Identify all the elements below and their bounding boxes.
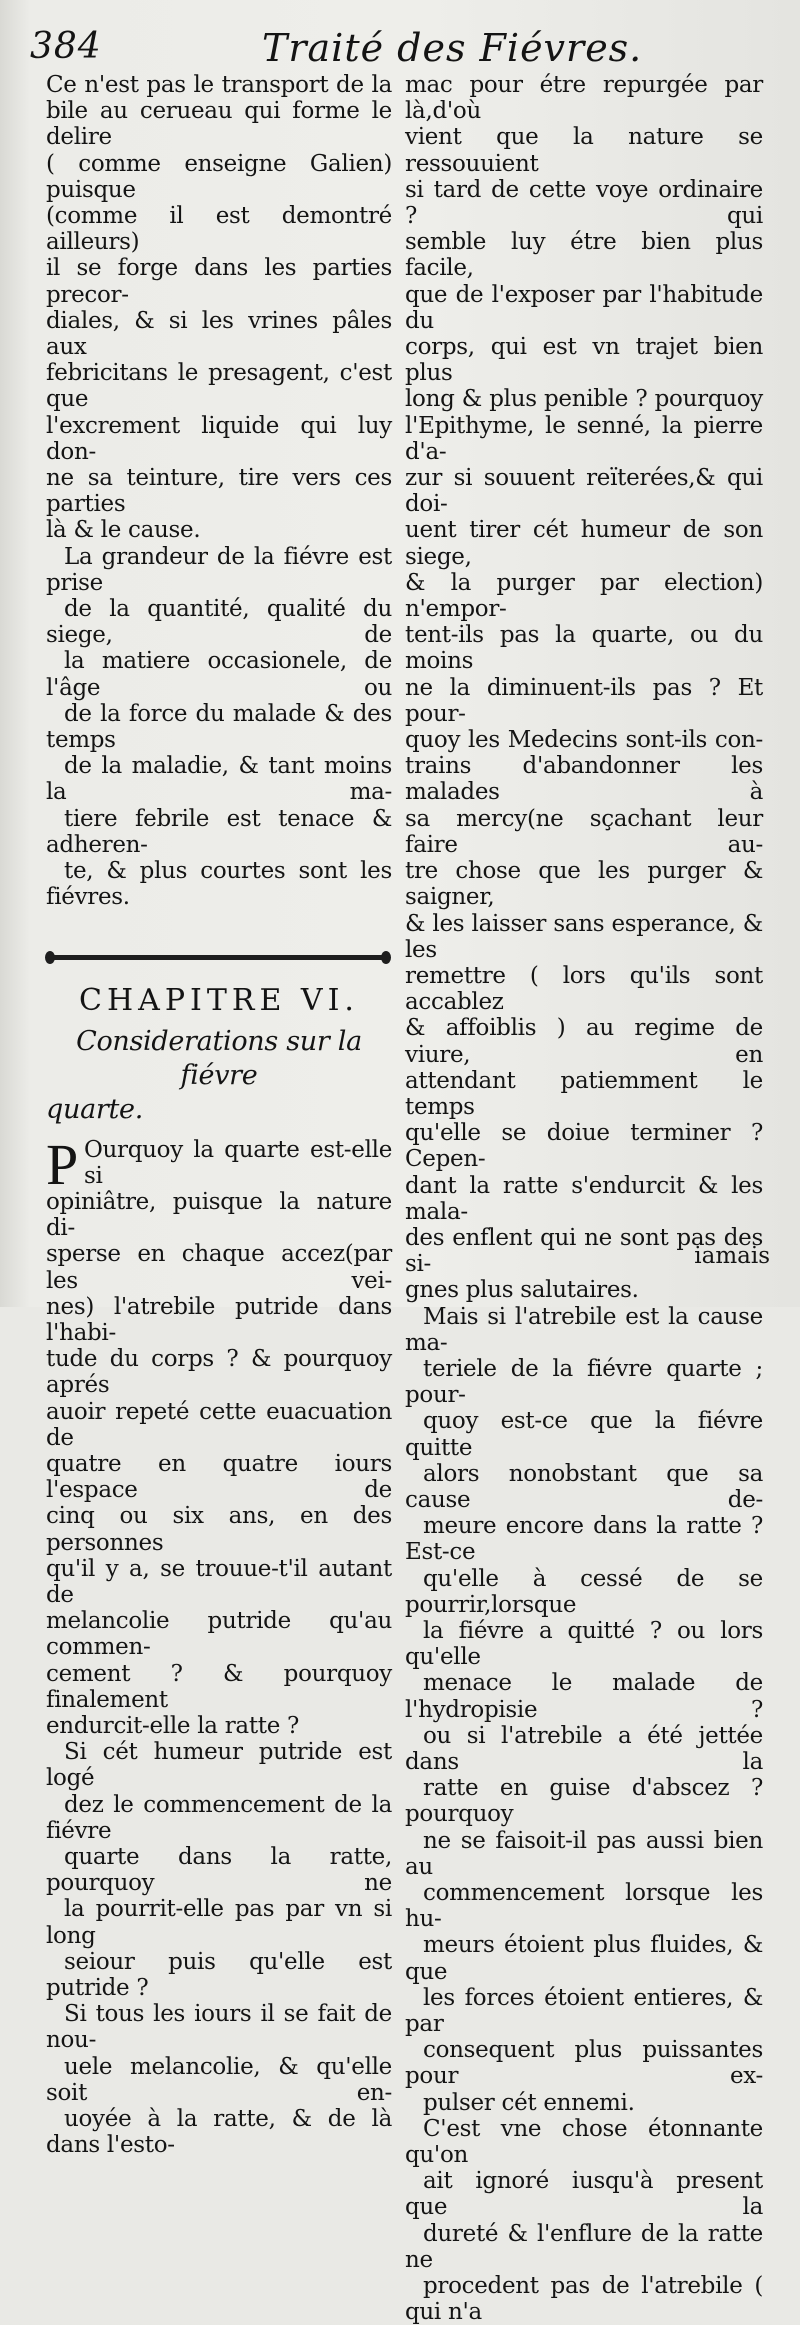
text-line: teriele de la fiévre quarte ; pour- [405, 1355, 763, 1409]
text-line: quoy est-ce que la fiévre quitte [405, 1408, 763, 1461]
text-line: des enflent qui ne sont pas des si- [405, 1224, 763, 1278]
text-line: meurs étoient plus fluides, & que [405, 1932, 763, 1985]
text-line: opiniâtre, puisque la nature di- [46, 1188, 392, 1242]
text-line: tiere febrile est tenace & adheren- [46, 805, 392, 858]
text-line: attendant patiemment le temps [405, 1067, 763, 1120]
text-line: l'excrement liquide qui luy don- [46, 412, 392, 465]
text-line: dant la ratte s'endurcit & les mala- [405, 1172, 763, 1225]
paragraph [405, 72, 763, 1304]
paragraph-body [46, 1131, 392, 1740]
text-line: si tard de cette voye ordinaire ? qui [405, 176, 763, 230]
chapter-subtitle [46, 1025, 392, 1127]
text-line: te, & plus courtes sont les fiévres. [46, 858, 392, 911]
text-line: quarte. [46, 1093, 143, 1125]
text-line: Ce n'est pas le transport de la [46, 72, 392, 98]
text-line: mac pour étre repurgée par là,d'où [405, 72, 763, 125]
chapter-heading: CHAPITRE VI. [79, 982, 359, 1018]
text-line: Si cét humeur putride est logé [46, 1739, 392, 1792]
drop-capital: P [46, 1131, 78, 1197]
text-line: Mais si l'atrebile est la cause ma- [405, 1303, 763, 1356]
paragraph [405, 1304, 763, 2116]
text-line: melancolie putride qu'au commen- [46, 1608, 392, 1661]
text-line: la fiévre a quitté ? ou lors qu'elle [405, 1617, 763, 1671]
text-line: tre chose que les purger & saigner, [405, 858, 763, 911]
text-line: l'Epithyme, le senné, la pierre d'a- [405, 412, 763, 465]
text-line: il se forge dans les parties precor- [46, 255, 392, 308]
text-line: La grandeur de la fiévre est prise [46, 543, 392, 596]
text-line: endurcit-elle la ratte ? [46, 1712, 300, 1739]
left-column [46, 72, 392, 2158]
paragraph [405, 2116, 763, 2325]
text-line: seiour puis qu'elle est putride ? [46, 1948, 392, 2001]
paragraph [46, 2001, 392, 2158]
text-line: tent-ils pas la quarte, ou du moins [405, 622, 763, 675]
text-line: C'est vne chose étonnante qu'on [405, 2115, 763, 2169]
catchword: iamais [694, 1243, 770, 1269]
text-line: uoyée à la ratte, & de là dans l'esto- [46, 2106, 392, 2159]
paragraph [46, 72, 392, 544]
text-line: cinq ou six ans, en des personnes [46, 1503, 392, 1556]
text-line: sperse en chaque accez(par les vei- [46, 1241, 392, 1294]
text-line: que de l'exposer par l'habitude du [405, 281, 763, 334]
text-line: bile au cerueau qui forme le delire [46, 98, 392, 151]
text-line: quatre en quatre iours l'espace de [46, 1450, 392, 1504]
text-line: la pourrit-elle pas par vn si long [46, 1896, 392, 1949]
text-line: alors nonobstant que sa cause de- [405, 1460, 763, 1513]
text-line: Ourquoy la quarte est-elle si [83, 1136, 392, 1189]
text-line: gnes plus salutaires. [405, 1277, 639, 1304]
text-line: dureté & l'enflure de la ratte ne [405, 2220, 763, 2273]
text-line: trains d'abandonner les malades à [405, 753, 763, 806]
text-line: vient que la nature se ressouuient [405, 124, 763, 177]
text-line: & affoiblis ) au regime de viure, en [405, 1015, 763, 1068]
text-line: remettre ( lors qu'ils sont accablez [405, 962, 763, 1016]
paragraph [46, 544, 392, 911]
text-line: nes) l'atrebile putride dans l'habi- [46, 1293, 392, 1346]
text-line: tude du corps ? & pourquoy aprés [46, 1346, 392, 1399]
text-line: Considerations sur la fiévre [76, 1025, 362, 1091]
text-line: de la maladie, & tant moins la ma- [46, 753, 392, 806]
running-title: Traité des Fiévres. [262, 26, 643, 70]
text-line: de la quantité, qualité du siege, de [46, 596, 392, 649]
text-line: & la purger par election) n'empor- [405, 569, 763, 623]
rule-line [48, 955, 388, 960]
text-line: qu'elle à cessé de se pourrir,lorsque [405, 1565, 763, 1618]
text-line: qu'elle se doiue terminer ? Cepen- [405, 1120, 763, 1173]
text-line: diales, & si les vrines pâles aux [46, 307, 392, 361]
text-line: cement ? & pourquoy finalement [46, 1660, 392, 1713]
right-column [405, 72, 763, 2325]
text-line: qu'il y a, se trouue-t'il autant de [46, 1555, 392, 1608]
text-line: uele melancolie, & qu'elle soit en- [46, 2053, 392, 2106]
text-line: sa mercy(ne sçachant leur faire au- [405, 805, 763, 858]
text-line: quoy les Medecins sont-ils con- [405, 727, 763, 754]
text-line: de la force du malade & des temps [46, 700, 392, 754]
text-line: consequent plus puissantes pour ex- [405, 2037, 763, 2090]
text-line: ne se faisoit-il pas aussi bien au [405, 1827, 763, 1880]
text-line: ou si l'atrebile a été jettée dans la [405, 1722, 763, 1775]
paragraph [46, 1739, 392, 2001]
page-number: 384 [30, 26, 102, 67]
text-line: long & plus penible ? pourquoy [405, 386, 763, 413]
text-line: auoir repeté cette euacuation de [46, 1398, 392, 1451]
text-line: uent tirer cét humeur de son siege, [405, 517, 763, 570]
text-line: pulser cét ennemi. [423, 2089, 635, 2116]
text-line: là & le cause. [46, 517, 201, 544]
text-line: menace le malade de l'hydropisie ? [405, 1670, 763, 1723]
text-line: & les laisser sans esperance, & les [405, 910, 763, 963]
text-line: la matiere occasionele, de l'âge ou [46, 648, 392, 701]
text-line: dez le commencement de la fiévre [46, 1791, 392, 1844]
text-line: ne sa teinture, tire vers ces parties [46, 465, 392, 518]
running-head [30, 18, 770, 78]
text-line: ratte en guise d'abscez ? pourquoy [405, 1775, 763, 1828]
text-line: corps, qui est vn trajet bien plus [405, 334, 763, 387]
text-line: ait ignoré iusqu'à present que la [405, 2168, 763, 2221]
text-line: commencement lorsque les hu- [405, 1880, 763, 1933]
text-line: ne la diminuent-ils pas ? Et pour- [405, 674, 763, 727]
text-line: (comme il est demontré ailleurs) [46, 203, 392, 256]
text-line: les forces étoient entieres, & par [405, 1984, 763, 2038]
paragraph-with-dropcap [46, 1131, 392, 1740]
text-line: Si tous les iours il se fait de nou- [46, 2001, 392, 2054]
text-line: quarte dans la ratte, pourquoy ne [46, 1843, 392, 1897]
text-line: ( comme enseigne Galien) puisque [46, 150, 392, 203]
text-line: febricitans le presagent, c'est que [46, 360, 392, 413]
text-line: meure encore dans la ratte ? Est-ce [405, 1513, 763, 1566]
text-line: procedent pas de l'atrebile ( qui n'a [405, 2273, 763, 2325]
text-line: zur si souuent reïterées,& qui doi- [405, 465, 763, 518]
text-line: semble luy étre bien plus facile, [405, 229, 763, 282]
ornamental-rule [46, 937, 392, 977]
